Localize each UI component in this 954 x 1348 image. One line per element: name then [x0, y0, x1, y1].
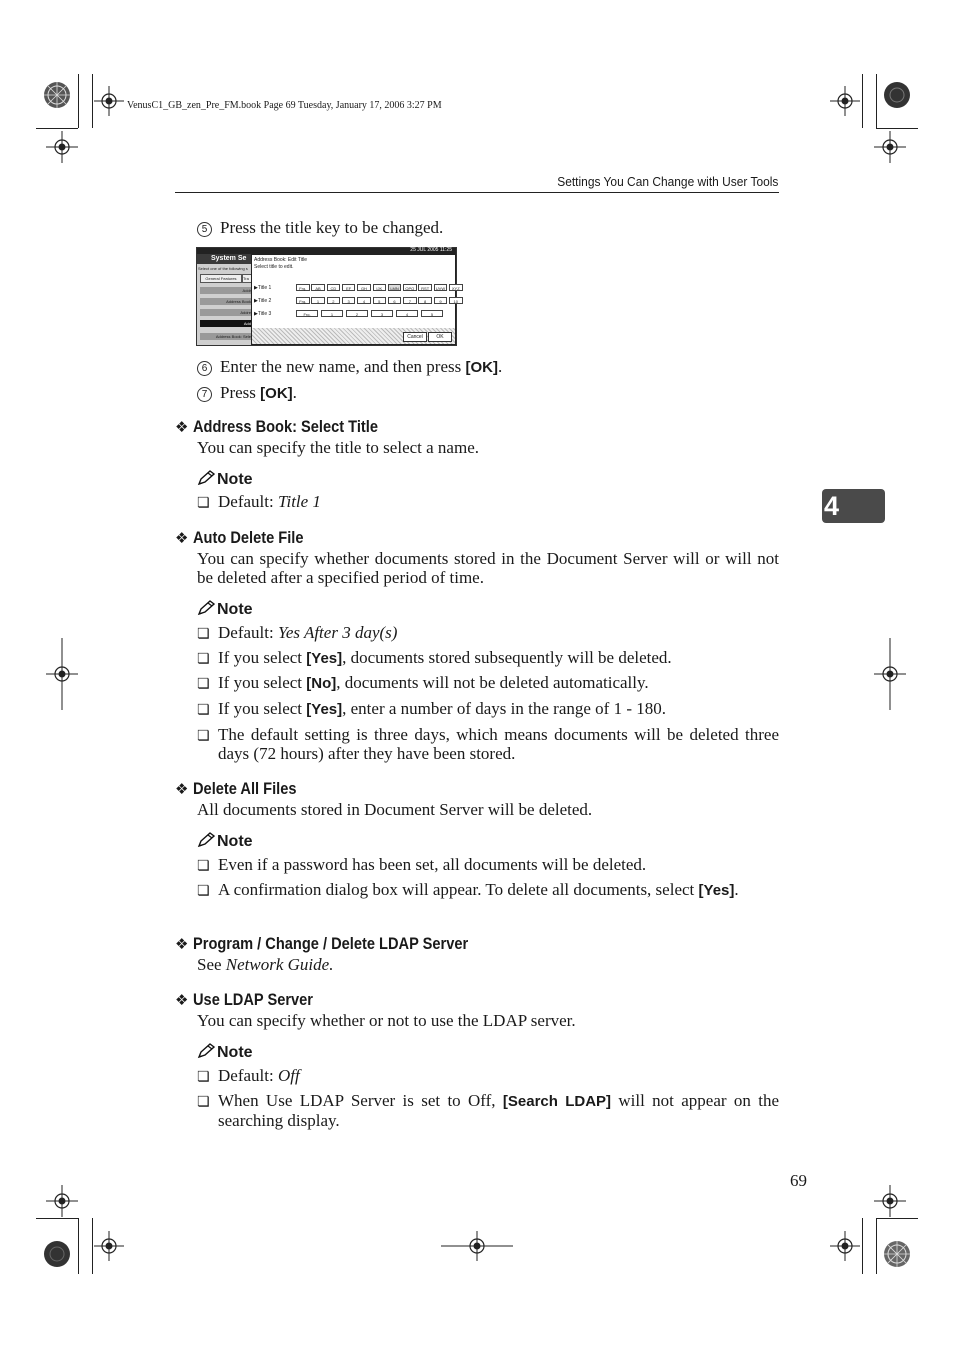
- checkbox-bullet-icon: ❏: [197, 858, 210, 874]
- color-target-icon: [883, 81, 911, 109]
- section-heading: [175, 779, 314, 799]
- note-text: Default:: [218, 1066, 278, 1085]
- diamond-bullet-icon: ❖: [175, 780, 189, 798]
- crop-line: [78, 1218, 79, 1274]
- screen-title-key[interactable]: 7: [403, 297, 417, 304]
- checkbox-bullet-icon: ❏: [197, 1069, 210, 1085]
- screen-item[interactable]: Address Book: Sele: [200, 333, 251, 340]
- screen-title-key[interactable]: 6: [388, 297, 402, 304]
- note-heading: [197, 1043, 253, 1062]
- note-item: [197, 648, 779, 669]
- crop-line: [876, 74, 877, 128]
- yes-key-label: [Yes]: [306, 650, 343, 667]
- section-title: Use LDAP Server: [193, 990, 314, 1009]
- screen-left-sub: Select one of the following s: [198, 266, 248, 271]
- screen-title-key[interactable]: IJK: [373, 284, 387, 291]
- screen-title-key[interactable]: EF: [342, 284, 356, 291]
- screen-row-label: ▶Title 3: [254, 311, 272, 317]
- screen-cancel-button[interactable]: Cancel: [403, 332, 427, 342]
- screen-title-key[interactable]: 8: [418, 297, 432, 304]
- yes-key-label: [Yes]: [306, 701, 343, 718]
- screen-dialog: [251, 254, 460, 345]
- body-text: .: [329, 955, 334, 974]
- note-text: The default setting is three days, which means documents will be deleted three days (72 hours) after they have been stored.: [218, 725, 779, 763]
- screen-tab[interactable]: Tra: [242, 274, 253, 283]
- checkbox-bullet-icon: ❏: [197, 495, 210, 511]
- diamond-bullet-icon: ❖: [175, 991, 189, 1009]
- body-text: See: [197, 955, 226, 974]
- screen-title-key[interactable]: XYZ: [449, 284, 463, 291]
- registration-mark-icon: [874, 1185, 906, 1217]
- screen-title-key[interactable]: 4: [357, 297, 371, 304]
- screen-title-key[interactable]: 3: [342, 297, 356, 304]
- step-number: 7: [197, 387, 212, 402]
- screen-title-key[interactable]: Frq.: [296, 284, 310, 291]
- crop-line: [92, 1218, 93, 1274]
- screen-capture: [196, 247, 460, 346]
- no-key-label: [No]: [306, 675, 337, 692]
- checkbox-bullet-icon: ❏: [197, 702, 210, 718]
- step-text: .: [497, 357, 503, 376]
- crop-line: [92, 74, 93, 128]
- crop-line: [876, 128, 918, 129]
- screen-title-key[interactable]: 1: [321, 310, 343, 317]
- registration-mark-icon: [94, 86, 124, 116]
- screen-title-key[interactable]: 2: [346, 310, 368, 317]
- registration-mark-icon: [94, 1231, 124, 1261]
- color-target-icon: [43, 1240, 71, 1268]
- section-heading: [175, 990, 333, 1010]
- section-body: You can specify the title to select a name.: [197, 438, 479, 457]
- screen-title-key[interactable]: OPQ: [403, 284, 417, 291]
- note-text: Default:: [218, 623, 278, 642]
- registration-mark-icon: [830, 1231, 860, 1261]
- registration-mark-icon: [830, 86, 860, 116]
- screen-title-key[interactable]: 5: [373, 297, 387, 304]
- screen-ok-button[interactable]: OK: [428, 332, 452, 342]
- note-text: , enter a number of days in the range of 1 - 180.: [342, 699, 666, 718]
- note-text: Even if a password has been set, all documents will be deleted.: [218, 855, 647, 874]
- step-text: Press the title key to be changed.: [220, 218, 444, 237]
- note-item: [197, 1091, 779, 1130]
- section-title: Program / Change / Delete LDAP Server: [193, 934, 469, 953]
- checkbox-bullet-icon: ❏: [197, 1094, 210, 1110]
- registration-mark-icon: [441, 1231, 513, 1261]
- screen-title-key[interactable]: 1: [311, 297, 325, 304]
- screen-title-key[interactable]: 9: [434, 297, 448, 304]
- section-body: All documents stored in Document Server will be deleted.: [197, 800, 593, 819]
- note-label: Note: [217, 471, 253, 488]
- checkbox-bullet-icon: ❏: [197, 626, 210, 642]
- note-text: If you select: [218, 673, 307, 692]
- note-text: If you select: [218, 648, 307, 667]
- note-text: A confirmation dialog box will appear. To delete all documents, select: [218, 880, 699, 899]
- registration-mark-icon: [46, 1185, 78, 1217]
- step-number: 5: [197, 222, 212, 237]
- section-title: Address Book: Select Title: [193, 417, 379, 436]
- note-item: [197, 1066, 779, 1087]
- chapter-tab: [822, 489, 885, 523]
- crop-line: [876, 1218, 918, 1219]
- diamond-bullet-icon: ❖: [175, 935, 189, 953]
- screen-title-key[interactable]: Frq.: [296, 310, 318, 317]
- screen-title-key[interactable]: CD: [327, 284, 341, 291]
- screen-left-title: System Se: [211, 255, 247, 262]
- step-5: [197, 218, 443, 237]
- step-text: Press: [220, 383, 261, 402]
- color-target-icon: [43, 81, 71, 109]
- step-number: 6: [197, 361, 212, 376]
- manual-reference: Network Guide: [225, 955, 330, 974]
- note-item: [197, 623, 779, 644]
- crop-line: [862, 1218, 863, 1274]
- section-heading: [175, 934, 513, 954]
- screen-item[interactable]: Add: [200, 320, 251, 327]
- yes-key-label: [Yes]: [698, 882, 735, 899]
- section-body: [197, 955, 333, 974]
- registration-mark-icon: [46, 658, 78, 690]
- note-text: , documents will not be deleted automatically.: [336, 673, 649, 692]
- note-item: [197, 699, 779, 720]
- running-header: [420, 174, 778, 189]
- screen-dialog-title: Address Book: Edit Title: [254, 257, 308, 263]
- note-text: When Use LDAP Server is set to Off,: [218, 1091, 503, 1110]
- screen-item[interactable]: Addre: [200, 309, 251, 316]
- section-heading: [175, 528, 322, 548]
- crop-line: [36, 128, 78, 129]
- note-label: Note: [217, 1044, 253, 1061]
- header-rule: [175, 192, 779, 193]
- note-text: will not appear on the searching display.: [218, 1091, 779, 1130]
- section-heading: [175, 417, 409, 437]
- note-label: Note: [217, 601, 253, 618]
- registration-mark-icon: [874, 658, 906, 690]
- screen-title-key[interactable]: GH: [357, 284, 371, 291]
- registration-mark-icon: [874, 131, 906, 163]
- diamond-bullet-icon: ❖: [175, 418, 189, 436]
- note-label: Note: [217, 833, 253, 850]
- note-text: .: [734, 880, 739, 899]
- note-item: [197, 880, 779, 901]
- crop-line: [862, 74, 863, 128]
- diamond-bullet-icon: ❖: [175, 529, 189, 547]
- note-item: [197, 855, 779, 876]
- print-slug: VenusC1_GB_zen_Pre_FM.book Page 69 Tuesday, January 17, 2006 3:27 PM: [127, 100, 442, 111]
- screen-title-key[interactable]: LMN: [388, 284, 402, 291]
- pencil-note-icon: [197, 832, 217, 848]
- registration-mark-icon: [46, 131, 78, 163]
- chapter-tab-number: 4: [824, 491, 840, 521]
- pencil-note-icon: [197, 600, 217, 616]
- ok-key-label: [OK]: [260, 385, 293, 402]
- screen-title-key[interactable]: Frq.: [296, 297, 310, 304]
- color-target-icon: [883, 1240, 911, 1268]
- section-body: You can specify whether documents stored in the Document Server will or will not be deleted after a specified period of time.: [197, 549, 779, 587]
- ok-key-label: [OK]: [465, 359, 498, 376]
- screen-tab[interactable]: General Features: [200, 274, 242, 283]
- section-body: You can specify whether or not to use the LDAP server.: [197, 1011, 576, 1030]
- screen-row-label: ▶Title 1: [254, 285, 272, 291]
- note-heading: [197, 470, 253, 489]
- pencil-note-icon: [197, 470, 217, 486]
- screen-item[interactable]: Address Book: [200, 298, 251, 305]
- note-heading: [197, 600, 253, 619]
- step-text: Enter the new name, and then press: [220, 357, 466, 376]
- pencil-note-icon: [197, 1043, 217, 1059]
- note-text: Default:: [218, 492, 278, 511]
- note-text: If you select: [218, 699, 307, 718]
- section-title: Auto Delete File: [193, 528, 304, 547]
- note-heading: [197, 832, 253, 851]
- screen-title-key[interactable]: 3: [371, 310, 393, 317]
- screen-item[interactable]: Addr: [200, 287, 251, 294]
- running-header-text: Settings You Can Change with User Tools: [556, 174, 778, 189]
- checkbox-bullet-icon: ❏: [197, 651, 210, 667]
- screen-title-key[interactable]: 10: [449, 297, 463, 304]
- note-text: , documents stored subsequently will be deleted.: [342, 648, 672, 667]
- screen-title-key[interactable]: AB: [311, 284, 325, 291]
- crop-line: [876, 1218, 877, 1274]
- crop-line: [36, 1218, 78, 1219]
- note-default-value: Off: [277, 1066, 300, 1085]
- screen-dialog-sub: Select title to edit.: [254, 264, 294, 270]
- step-7: [197, 383, 297, 403]
- search-ldap-key-label: [Search LDAP]: [502, 1093, 612, 1110]
- page-number: 69: [790, 1171, 807, 1190]
- note-default-value: Yes After 3 day(s): [277, 623, 398, 642]
- crop-line: [78, 74, 79, 128]
- note-item: [197, 492, 779, 513]
- screen-title-key[interactable]: UVW: [434, 284, 448, 291]
- section-title: Delete All Files: [193, 779, 297, 798]
- note-item: [197, 725, 779, 763]
- screen-status: 25 JUL 2005 11:25: [410, 247, 452, 253]
- checkbox-bullet-icon: ❏: [197, 728, 210, 744]
- screen-title-key[interactable]: RST: [418, 284, 432, 291]
- note-item: [197, 673, 779, 694]
- checkbox-bullet-icon: ❏: [197, 676, 210, 692]
- checkbox-bullet-icon: ❏: [197, 883, 210, 899]
- step-6: [197, 357, 502, 377]
- screen-row-label: ▶Title 2: [254, 298, 272, 304]
- screen-title-key[interactable]: 2: [327, 297, 341, 304]
- step-text: .: [292, 383, 297, 402]
- screen-left-panel: [197, 254, 251, 345]
- note-default-value: Title 1: [277, 492, 321, 511]
- screen-left-header: [197, 254, 251, 264]
- screen-title-key[interactable]: 5: [421, 310, 443, 317]
- screen-title-key[interactable]: 4: [396, 310, 418, 317]
